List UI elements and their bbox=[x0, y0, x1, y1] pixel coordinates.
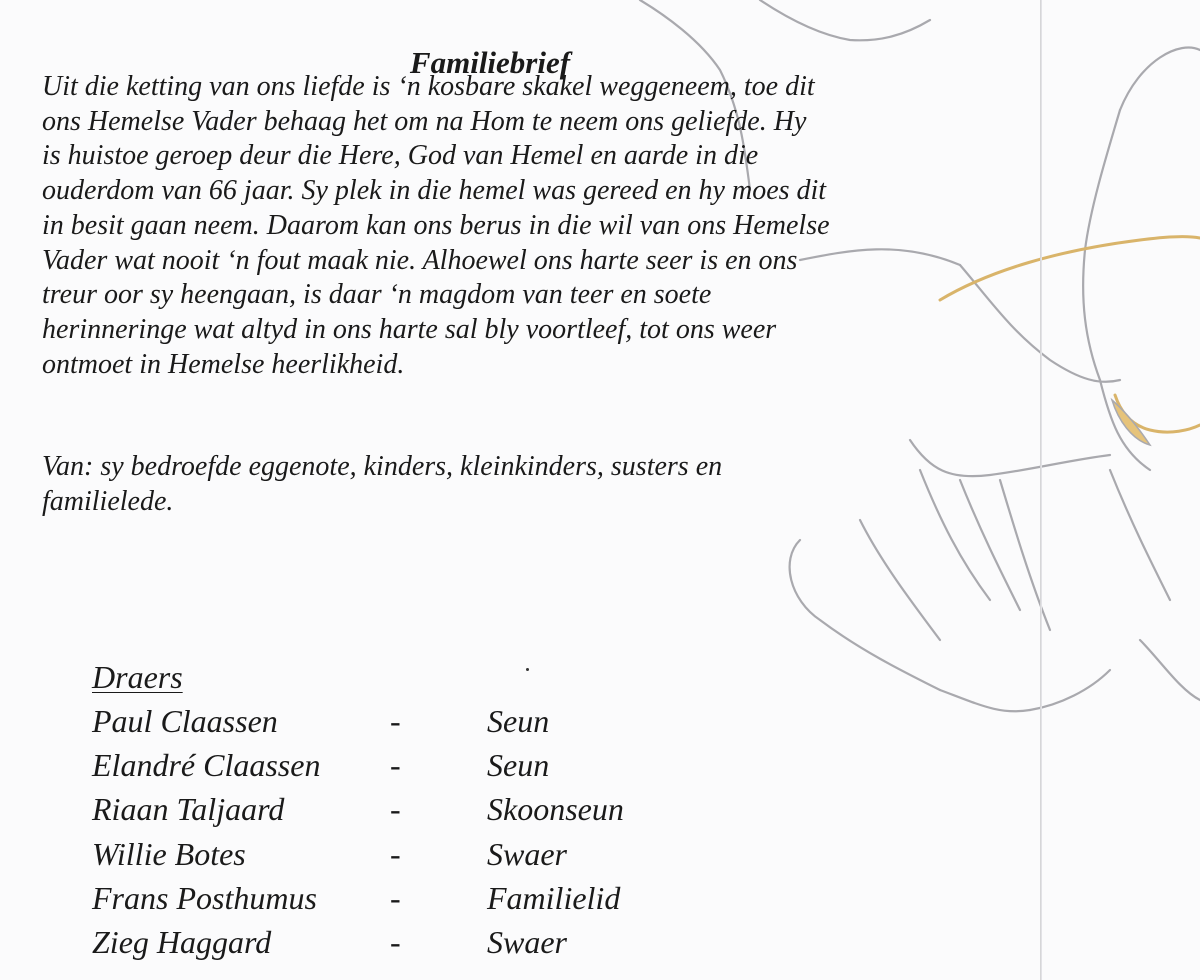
bearer-dash: - bbox=[390, 879, 401, 916]
bearer-role: Skoonseun bbox=[487, 791, 624, 828]
dove-tail-feather-5 bbox=[1110, 470, 1170, 600]
dove-right-edge-line bbox=[1140, 640, 1200, 700]
bearer-row bbox=[92, 743, 792, 787]
bearer-dash: - bbox=[390, 703, 401, 739]
bearer-role: Familielid bbox=[487, 879, 621, 916]
dove-head-line bbox=[1120, 48, 1200, 111]
bearer-row bbox=[92, 920, 792, 964]
bearer-role: Swaer bbox=[487, 835, 567, 872]
bearer-row bbox=[92, 699, 792, 743]
dove-tail-line-1 bbox=[790, 540, 940, 690]
letter-body: Uit die ketting van ons liefde is ‘n kosbare skakel weggeneem, toe dit ons Hemelse Vader behaag het om na Hom te neem ons geliefde. Hy is huistoe geroep deur die Here, God van Hemel en aarde in die ouderdom van 66 jaar. Sy plek in die hemel was gereed en hy moes dit in besit gaan neem. Daarom kan ons berus in die wil van ons Hemelse Vader wat nooit ‘n fout maak nie. Alhoewel ons harte seer is en ons treur oor sy heengaan, is daar ‘n magdom van teer en soete herinneringe wat altyd in ons harte sal bly voortleef, tot ons weer ontmoet in Hemelse heerlikheid. bbox=[42, 71, 830, 380]
bearer-dash: - bbox=[390, 923, 401, 960]
bearer-name: Frans Posthumus bbox=[92, 879, 317, 916]
bearer-row bbox=[92, 832, 792, 876]
bearer-dash: - bbox=[390, 791, 401, 828]
bearers-title: Draers bbox=[92, 659, 183, 695]
bearers-section bbox=[92, 655, 792, 964]
dove-tail-feather-4 bbox=[860, 520, 940, 640]
bearer-row bbox=[92, 876, 792, 920]
bearer-name: Willie Botes bbox=[92, 835, 246, 872]
dove-upper-wing-line-2 bbox=[760, 0, 930, 40]
fold-line bbox=[1040, 0, 1042, 980]
letter-title: Familiebrief bbox=[409, 44, 571, 80]
bearer-role: Seun bbox=[487, 747, 550, 784]
letter-signoff: Van: sy bedroefde eggenote, kinders, kleinkinders, susters en familielede. bbox=[42, 451, 723, 517]
bearer-name: Elandré Claassen bbox=[92, 747, 321, 784]
dove-tail-line-3 bbox=[1030, 670, 1110, 710]
dove-tail-feather-2 bbox=[960, 480, 1020, 610]
bearer-row bbox=[92, 787, 792, 831]
bearer-role: Seun bbox=[487, 703, 550, 739]
olive-leaf bbox=[1112, 400, 1150, 445]
bearer-role: Swaer bbox=[487, 923, 567, 960]
bearer-name: Zieg Haggard bbox=[92, 923, 272, 960]
bearer-dash: - bbox=[390, 747, 401, 784]
dove-tail-line-2 bbox=[940, 690, 1030, 711]
dove-tail-feather-3 bbox=[1000, 480, 1050, 630]
bearer-name: Riaan Taljaard bbox=[92, 791, 285, 828]
bearer-name: Paul Claassen bbox=[92, 703, 278, 739]
bearer-dash: - bbox=[390, 835, 401, 872]
